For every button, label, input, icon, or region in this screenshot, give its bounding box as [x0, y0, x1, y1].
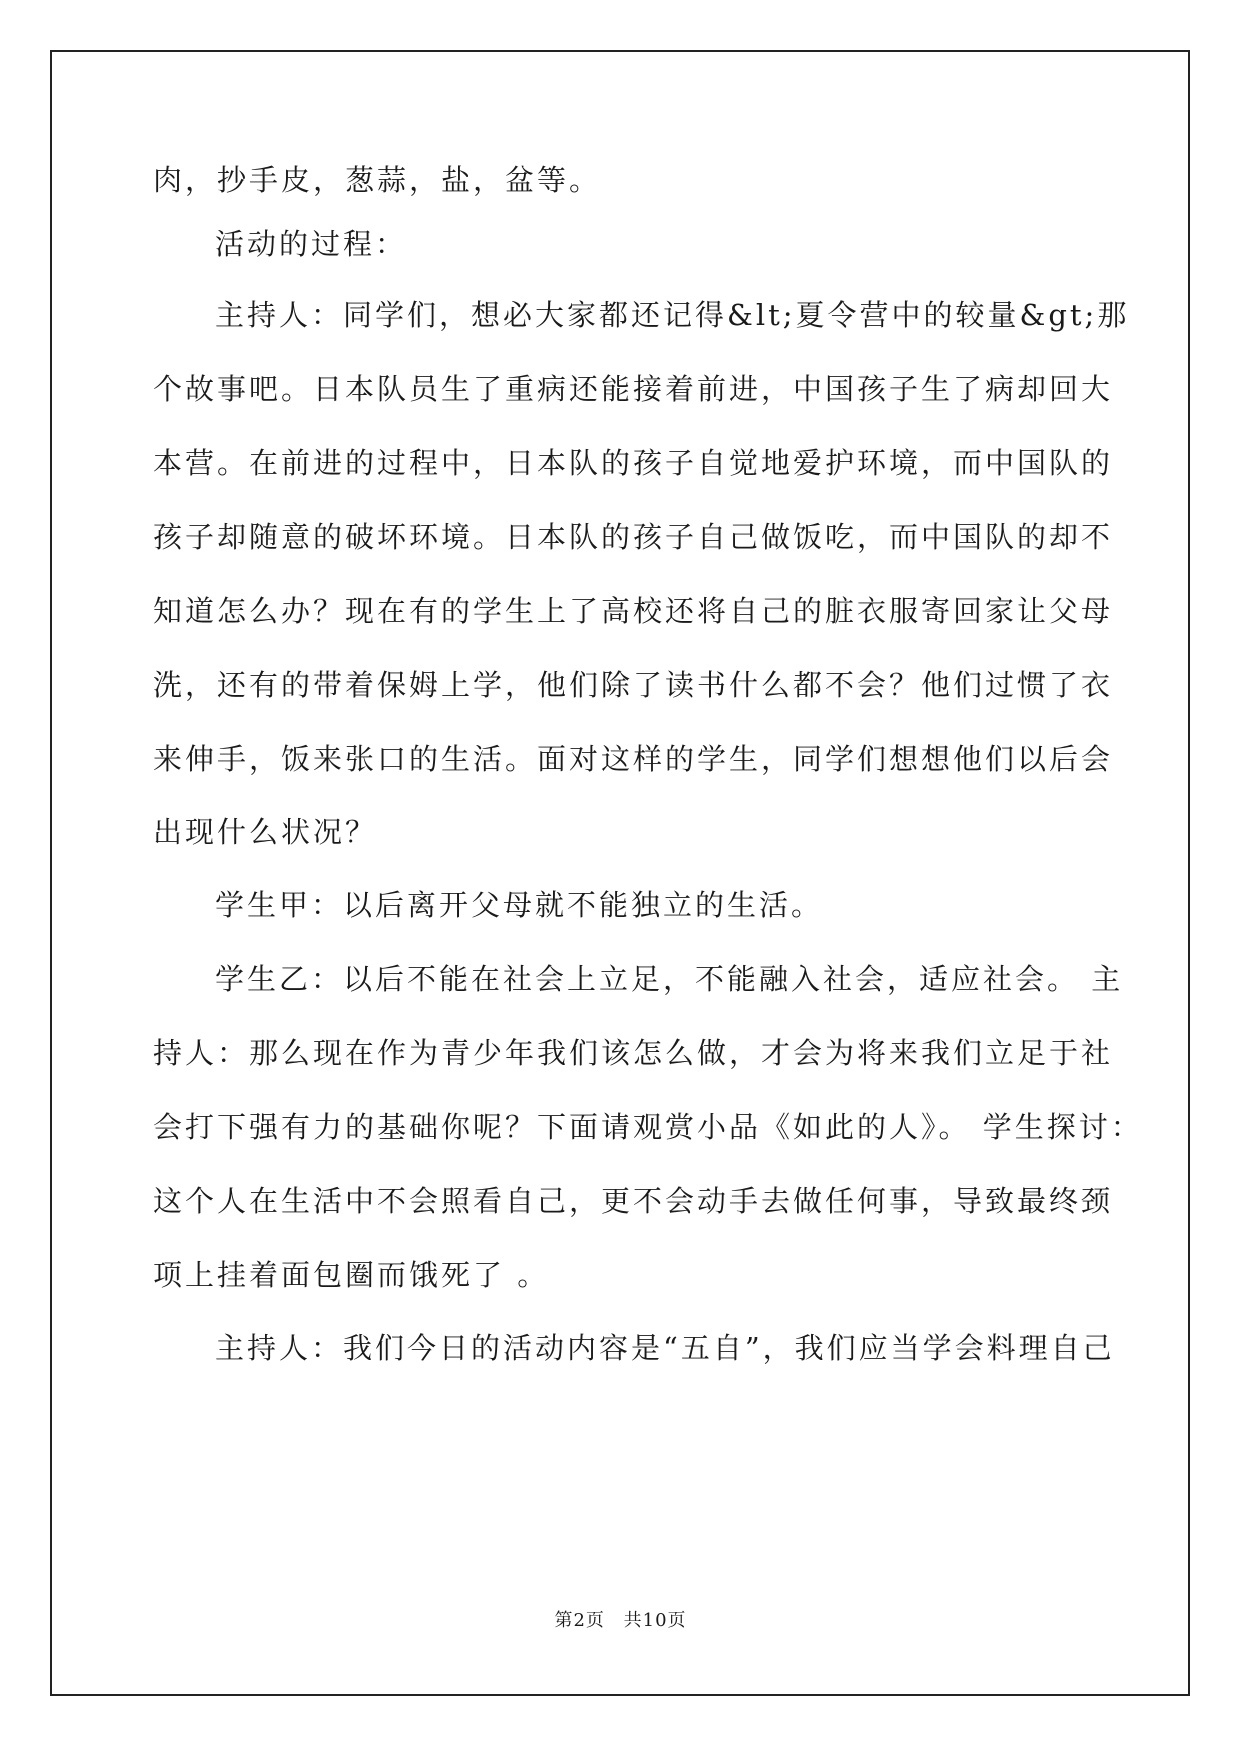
text-line: 项上挂着面包圈而饿死了 。: [153, 1258, 550, 1292]
text-line: 本营。在前进的过程中，日本队的孩子自觉地爱护环境，而中国队的: [153, 446, 1114, 480]
page-footer: [0, 1606, 1241, 1632]
text-line: 肉，抄手皮，葱蒜，盐，盆等。: [153, 163, 602, 197]
text-line: 主持人：同学们，想必大家都还记得&lt;夏令营中的较量&gt;那: [215, 298, 1130, 332]
text-line: 活动的过程：: [215, 227, 408, 261]
text-line: 主持人：我们今日的活动内容是“五自”，我们应当学会料理自己: [215, 1331, 1115, 1365]
text-line: 学生乙：以后不能在社会上立足，不能融入社会，适应社会。 主: [215, 962, 1124, 996]
text-line: 孩子却随意的破坏环境。日本队的孩子自己做饭吃，而中国队的却不: [153, 520, 1114, 554]
text-line: 这个人在生活中不会照看自己，更不会动手去做任何事，导致最终颈: [153, 1184, 1114, 1218]
text-line: 持人：那么现在作为青少年我们该怎么做，才会为将来我们立足于社: [153, 1036, 1114, 1070]
text-line: 洗，还有的带着保姆上学，他们除了读书什么都不会？他们过惯了衣: [153, 668, 1114, 702]
page-total: 共10页: [623, 1610, 687, 1631]
text-line: 来伸手，饭来张口的生活。面对这样的学生，同学们想想他们以后会: [153, 742, 1114, 776]
text-line: 出现什么状况？: [153, 815, 378, 849]
page-number: 第2页: [554, 1610, 605, 1631]
text-line: 个故事吧。日本队员生了重病还能接着前进，中国孩子生了病却回大: [153, 372, 1114, 406]
text-line: 会打下强有力的基础你呢？下面请观赏小品《如此的人》。 学生探讨：: [153, 1110, 1143, 1144]
text-line: 知道怎么办？现在有的学生上了高校还将自己的脏衣服寄回家让父母: [153, 594, 1114, 628]
text-line: 学生甲：以后离开父母就不能独立的生活。: [215, 888, 824, 922]
